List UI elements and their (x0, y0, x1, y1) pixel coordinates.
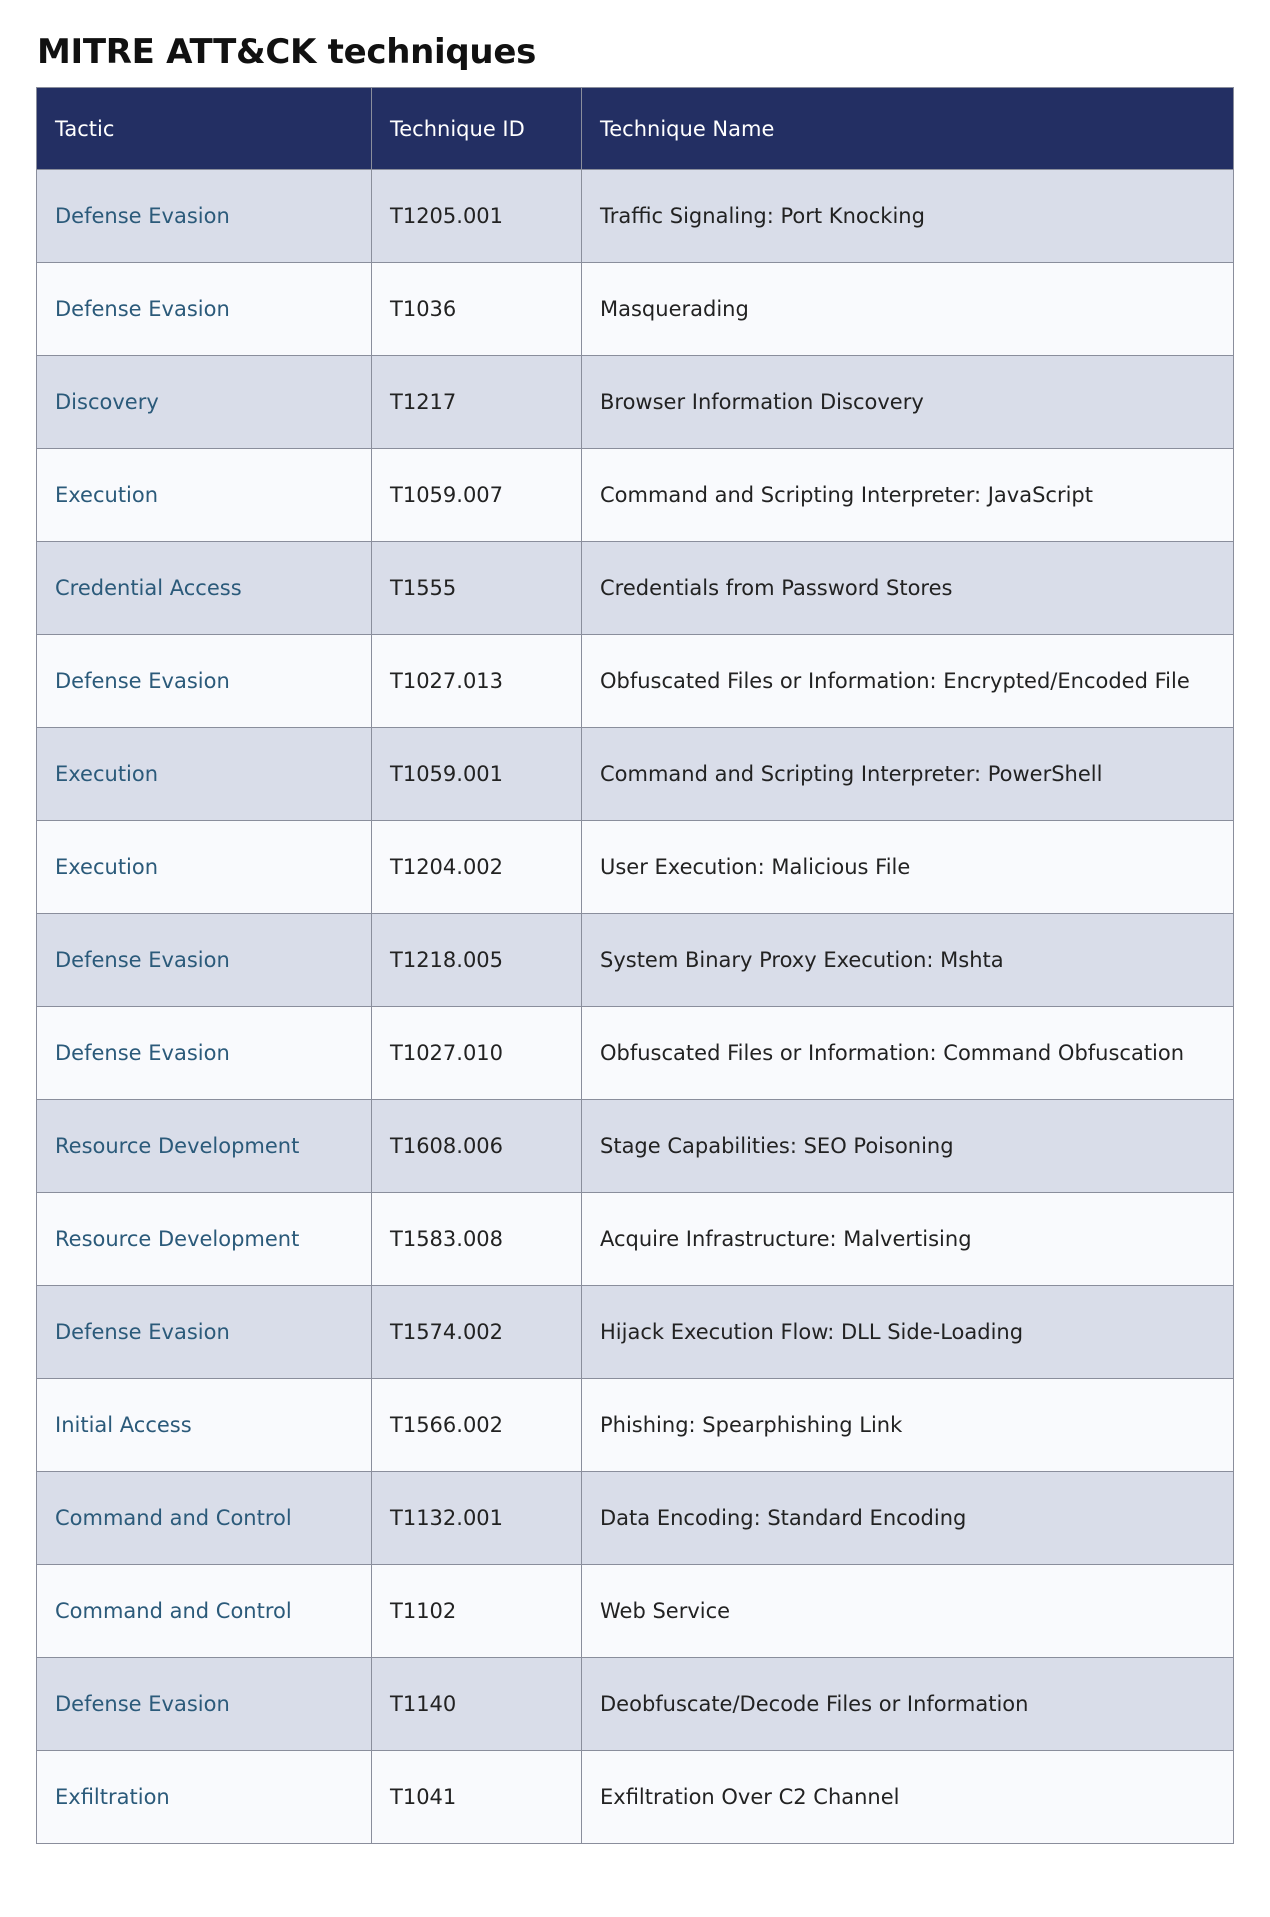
table-row (37, 1565, 1234, 1658)
table-row (37, 914, 1234, 1007)
tactic-cell: Initial Access (37, 1379, 372, 1472)
table-row (37, 635, 1234, 728)
technique-id-cell: T1140 (372, 1658, 582, 1751)
tactic-cell: Defense Evasion (37, 914, 372, 1007)
tactic-cell: Discovery (37, 356, 372, 449)
technique-name-cell: Exfiltration Over C2 Channel (582, 1751, 1234, 1844)
column-header-technique-name: Technique Name (582, 88, 1234, 170)
table-row (37, 728, 1234, 821)
technique-id-cell: T1205.001 (372, 170, 582, 263)
tactic-cell: Defense Evasion (37, 1007, 372, 1100)
technique-name-cell: Data Encoding: Standard Encoding (582, 1472, 1234, 1565)
technique-id-cell: T1059.001 (372, 728, 582, 821)
technique-name-cell: Masquerading (582, 263, 1234, 356)
technique-id-cell: T1027.013 (372, 635, 582, 728)
technique-name-cell: Obfuscated Files or Information: Encrypted/Encoded File (582, 635, 1234, 728)
table-row (37, 1658, 1234, 1751)
table-row (37, 1286, 1234, 1379)
table-row (37, 821, 1234, 914)
tactic-cell: Defense Evasion (37, 1658, 372, 1751)
header-row (37, 88, 1234, 170)
tactic-cell: Defense Evasion (37, 263, 372, 356)
table-row (37, 1751, 1234, 1844)
technique-name-cell: Stage Capabilities: SEO Poisoning (582, 1100, 1234, 1193)
technique-name-cell: Acquire Infrastructure: Malvertising (582, 1193, 1234, 1286)
table-row (37, 356, 1234, 449)
technique-id-cell: T1132.001 (372, 1472, 582, 1565)
technique-id-cell: T1555 (372, 542, 582, 635)
techniques-table (36, 87, 1234, 1844)
technique-id-cell: T1027.010 (372, 1007, 582, 1100)
technique-id-cell: T1204.002 (372, 821, 582, 914)
table-row (37, 1100, 1234, 1193)
technique-id-cell: T1217 (372, 356, 582, 449)
table-row (37, 1193, 1234, 1286)
technique-id-cell: T1566.002 (372, 1379, 582, 1472)
technique-name-cell: Deobfuscate/Decode Files or Information (582, 1658, 1234, 1751)
technique-id-cell: T1583.008 (372, 1193, 582, 1286)
technique-name-cell: Hijack Execution Flow: DLL Side-Loading (582, 1286, 1234, 1379)
table-row (37, 449, 1234, 542)
tactic-cell: Resource Development (37, 1193, 372, 1286)
technique-id-cell: T1059.007 (372, 449, 582, 542)
table-row (37, 170, 1234, 263)
table-row (37, 1007, 1234, 1100)
column-header-tactic: Tactic (37, 88, 372, 170)
table-row (37, 1379, 1234, 1472)
technique-id-cell: T1574.002 (372, 1286, 582, 1379)
technique-name-cell: Obfuscated Files or Information: Command Obfuscation (582, 1007, 1234, 1100)
tactic-cell: Execution (37, 821, 372, 914)
technique-name-cell: Credentials from Password Stores (582, 542, 1234, 635)
page-title: MITRE ATT&CK techniques (37, 32, 537, 72)
tactic-cell: Exfiltration (37, 1751, 372, 1844)
technique-name-cell: Browser Information Discovery (582, 356, 1234, 449)
table-row (37, 542, 1234, 635)
table-header (37, 88, 1234, 170)
table-row (37, 263, 1234, 356)
tactic-cell: Command and Control (37, 1472, 372, 1565)
technique-id-cell: T1036 (372, 263, 582, 356)
technique-name-cell: Traffic Signaling: Port Knocking (582, 170, 1234, 263)
technique-name-cell: Command and Scripting Interpreter: PowerShell (582, 728, 1234, 821)
technique-name-cell: System Binary Proxy Execution: Mshta (582, 914, 1234, 1007)
tactic-cell: Defense Evasion (37, 170, 372, 263)
tactic-cell: Execution (37, 728, 372, 821)
technique-name-cell: Phishing: Spearphishing Link (582, 1379, 1234, 1472)
technique-name-cell: Web Service (582, 1565, 1234, 1658)
tactic-cell: Defense Evasion (37, 1286, 372, 1379)
technique-id-cell: T1102 (372, 1565, 582, 1658)
technique-name-cell: Command and Scripting Interpreter: JavaScript (582, 449, 1234, 542)
tactic-cell: Execution (37, 449, 372, 542)
technique-id-cell: T1608.006 (372, 1100, 582, 1193)
column-header-technique-id: Technique ID (372, 88, 582, 170)
tactic-cell: Resource Development (37, 1100, 372, 1193)
table-row (37, 1472, 1234, 1565)
technique-id-cell: T1041 (372, 1751, 582, 1844)
tactic-cell: Credential Access (37, 542, 372, 635)
technique-name-cell: User Execution: Malicious File (582, 821, 1234, 914)
tactic-cell: Command and Control (37, 1565, 372, 1658)
technique-id-cell: T1218.005 (372, 914, 582, 1007)
tactic-cell: Defense Evasion (37, 635, 372, 728)
table-body (37, 170, 1234, 1844)
